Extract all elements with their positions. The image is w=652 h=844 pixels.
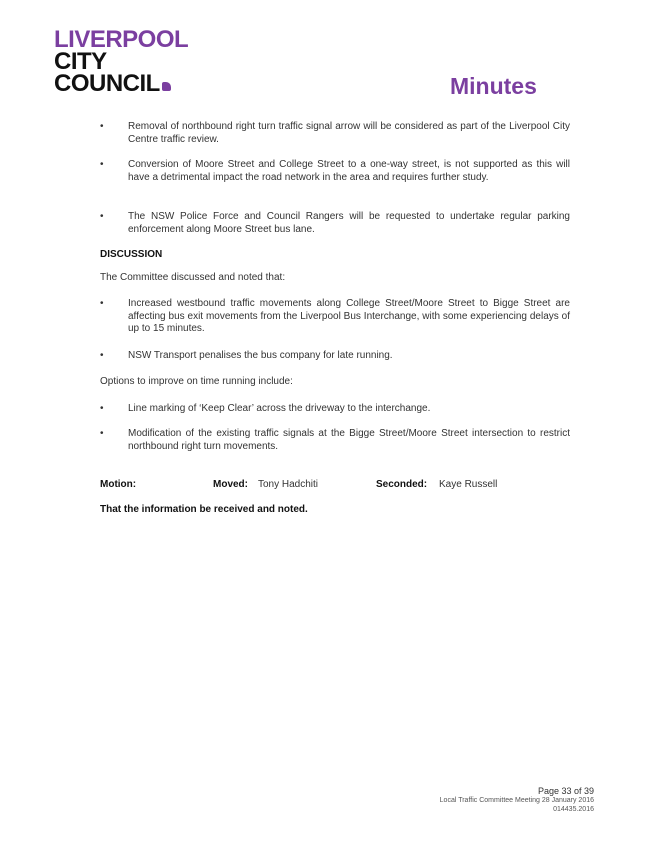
bullet-icon: • [100, 159, 104, 170]
seconded-label: Seconded: [376, 479, 428, 490]
meeting-reference: Local Traffic Committee Meeting 28 January 2016 [439, 797, 594, 804]
list-item: Modification of the existing traffic signals at the Bigge Street/Moore Street intersection to restrict northbound right turn movements. [128, 428, 570, 452]
bullet-icon: • [100, 211, 104, 222]
page-number: Page 33 of 39 [537, 786, 594, 796]
document-reference: 014435.2016 [553, 806, 594, 813]
logo-line-liverpool: LIVERPOOL [54, 26, 189, 53]
moved-name: Tony Hadchiti [258, 479, 319, 490]
logo-line-city: CITY [54, 48, 107, 75]
options-intro: Options to improve on time running include: [100, 376, 293, 387]
bullet-icon: • [100, 121, 104, 132]
discussion-heading: DISCUSSION [100, 249, 163, 260]
logo-mark-icon [162, 82, 171, 91]
seconded-name: Kaye Russell [439, 479, 498, 490]
page-title: Minutes [450, 73, 537, 99]
list-item: Increased westbound traffic movements along College Street/Moore Street to Bigge Street are affecting bus exit movements from the Liverpool Bus Interchange, with some experiencing delays of up to 15 minutes. [128, 298, 570, 334]
bullet-icon: • [100, 350, 104, 361]
list-item: The NSW Police Force and Council Rangers will be requested to undertake regular parking enforcement along Moore Street bus lane. [128, 211, 570, 235]
list-item: Removal of northbound right turn traffic signal arrow will be considered as part of the Liverpool City Centre traffic review. [128, 121, 570, 145]
bullet-icon: • [100, 403, 104, 414]
bullet-icon: • [100, 298, 104, 309]
bullet-icon: • [100, 428, 104, 439]
logo-council-text: COUNCIL [54, 70, 160, 97]
list-item: Conversion of Moore Street and College Street to a one-way street, is not supported as this will have a detrimental impact the road network in the area and requires further study. [128, 159, 570, 183]
list-item: Line marking of ‘Keep Clear’ across the driveway to the interchange. [128, 403, 431, 414]
council-logo [54, 26, 189, 97]
discussion-intro: The Committee discussed and noted that: [100, 272, 286, 283]
resolution-text: That the information be received and noted. [100, 504, 308, 515]
logo-line-council [54, 70, 188, 97]
list-item: NSW Transport penalises the bus company for late running. [128, 350, 393, 361]
motion-label: Motion: [100, 479, 137, 490]
moved-label: Moved: [213, 479, 248, 490]
